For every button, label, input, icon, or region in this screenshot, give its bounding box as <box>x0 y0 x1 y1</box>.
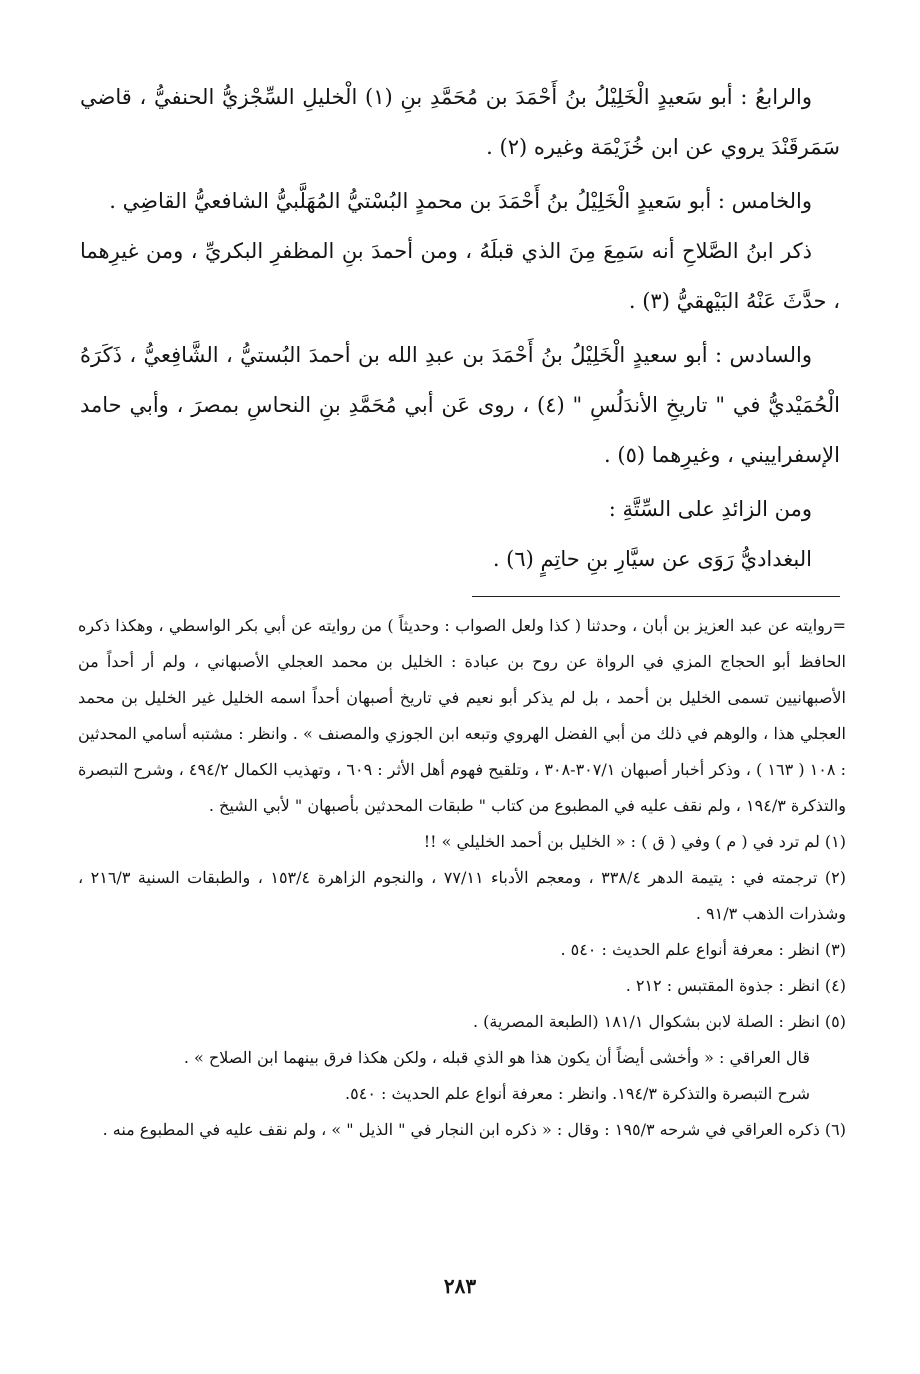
footnote-5-sources: شرح التبصرة والتذكرة ١٩٤/٣. وانظر : معرفة أنواع علم الحديث : ٥٤٠. <box>345 1084 810 1103</box>
footnote-separator <box>472 596 840 597</box>
main-text <box>80 72 840 584</box>
footnote-6: (٦) ذكره العراقي في شرحه ١٩٥/٣ : وقال : « ذكره ابن النجار في " الذيل " » ، ولم نقف عليه في المطبوع منه . <box>102 1120 846 1139</box>
footnote-5: (٥) انظر : الصلة لابن بشكوال ١٨١/١ (الطبعة المصرية) . <box>472 1012 846 1031</box>
paragraph-baghdadi: البغداديُّ رَوَى عن سيَّارِ بنِ حاتِمٍ (٦) . <box>492 547 812 571</box>
paragraph-sixth-khalil: والسادس : أبو سعيدٍ الْخَلِيْلُ بنُ أَحْمَدَ بن عبدِ الله بن أحمدَ البُستيُّ ، الشَّافِعيُّ ، ذَكَرَهُ الْحُمَيْديُّ في " تاريخِ الأندَلُسِ " (٤) ، روى عَن أبي مُحَمَّدِ بنِ النحاسِ بمصرَ ، وأبي حامد الإسفراييني ، وغيرِهما (٥) . <box>80 343 841 467</box>
paragraph-fourth-khalil: والرابعُ : أبو سَعيدٍ الْخَلِيْلُ بنُ أَحْمَدَ بن مُحَمَّدِ بنِ (١) الْخليلِ السِّجْزيُّ الحنفيُّ ، قاضي سَمَرقَنْدَ يروي عن ابن خُزَيْمَة وغيره (٢) . <box>80 85 840 159</box>
footnotes <box>78 608 846 1148</box>
footnote-2: (٢) ترجمته في : يتيمة الدهر ٣٣٨/٤ ، ومعجم الأدباء ٧٧/١١ ، والنجوم الزاهرة ١٥٣/٤ ، والطبقات السنية ٢١٦/٣ ، وشذرات الذهب ٩١/٣ . <box>78 868 847 923</box>
page-number: ٢٨٣ <box>443 1274 477 1298</box>
paragraph-ibn-salah-mention: ذكر ابنُ الصَّلاحِ أنه سَمِعَ مِنَ الذي قبلَهُ ، ومن أحمدَ بنِ المظفرِ البكريِّ ، ومن غيرِهما ، حدَّثَ عَنْهُ البَيْهقيُّ (٣) . <box>80 239 840 313</box>
paragraph-additional-heading: ومن الزائدِ على السِّتَّةِ : <box>608 497 812 521</box>
footnote-3: (٣) انظر : معرفة أنواع علم الحديث : ٥٤٠ . <box>560 940 846 959</box>
paragraph-fifth-khalil: والخامس : أبو سَعيدٍ الْخَلِيْلُ بنُ أَحْمَدَ بن محمدٍ البُسْتيُّ المُهَلَّبيُّ الشافعيُّ القاضِي . <box>109 189 812 213</box>
footnote-5-iraqi-quote: قال العراقي : « وأخشى أيضاً أن يكون هذا هو الذي قبله ، ولكن هكذا فرق بينهما ابن الصلاح » . <box>183 1048 810 1067</box>
footnote-1: (١) لم ترد في ( م ) وفي ( ق ) : « الخليل بن أحمد الخليلي » !! <box>423 832 846 851</box>
footnote-continuation: =روايته عن عبد العزيز بن أبان ، وحدثنا ( كذا ولعل الصواب : وحديثاً ) من روايته عن أبي بكر الواسطي ، وهكذا ذكره الحافظ أبو الحجاج المزي في الرواة عن روح بن عبادة : الخليل بن محمد العجلي الأصبهاني ، ولم أر أحداً من الأصبهانيين تسمى الخليل بن أحمد ، بل لم يذكر أبو نعيم في تاريخ أصبهان أحداً اسمه الخليل غير الخليل بن محمد العجلي هذا ، والوهم في ذلك من أبي الفضل الهروي وتبعه ابن الجوزي والمصنف » . وانظر : مشتبه أسامي المحدثين : ١٠٨ ( ١٦٣ ) ، وذكر أخبار أصبهان ٣٠٧/١-٣٠٨ ، وتلقيح فهوم أهل الأثر : ٦٠٩ ، وتهذيب الكمال ٤٩٤/٢ ، وشرح التبصرة والتذكرة ١٩٤/٣ ، ولم نقف عليه في المطبوع من كتاب " طبقات المحدثين بأصبهان " لأبي الشيخ . <box>78 616 847 815</box>
footnote-4: (٤) انظر : جذوة المقتبس : ٢١٢ . <box>625 976 846 995</box>
